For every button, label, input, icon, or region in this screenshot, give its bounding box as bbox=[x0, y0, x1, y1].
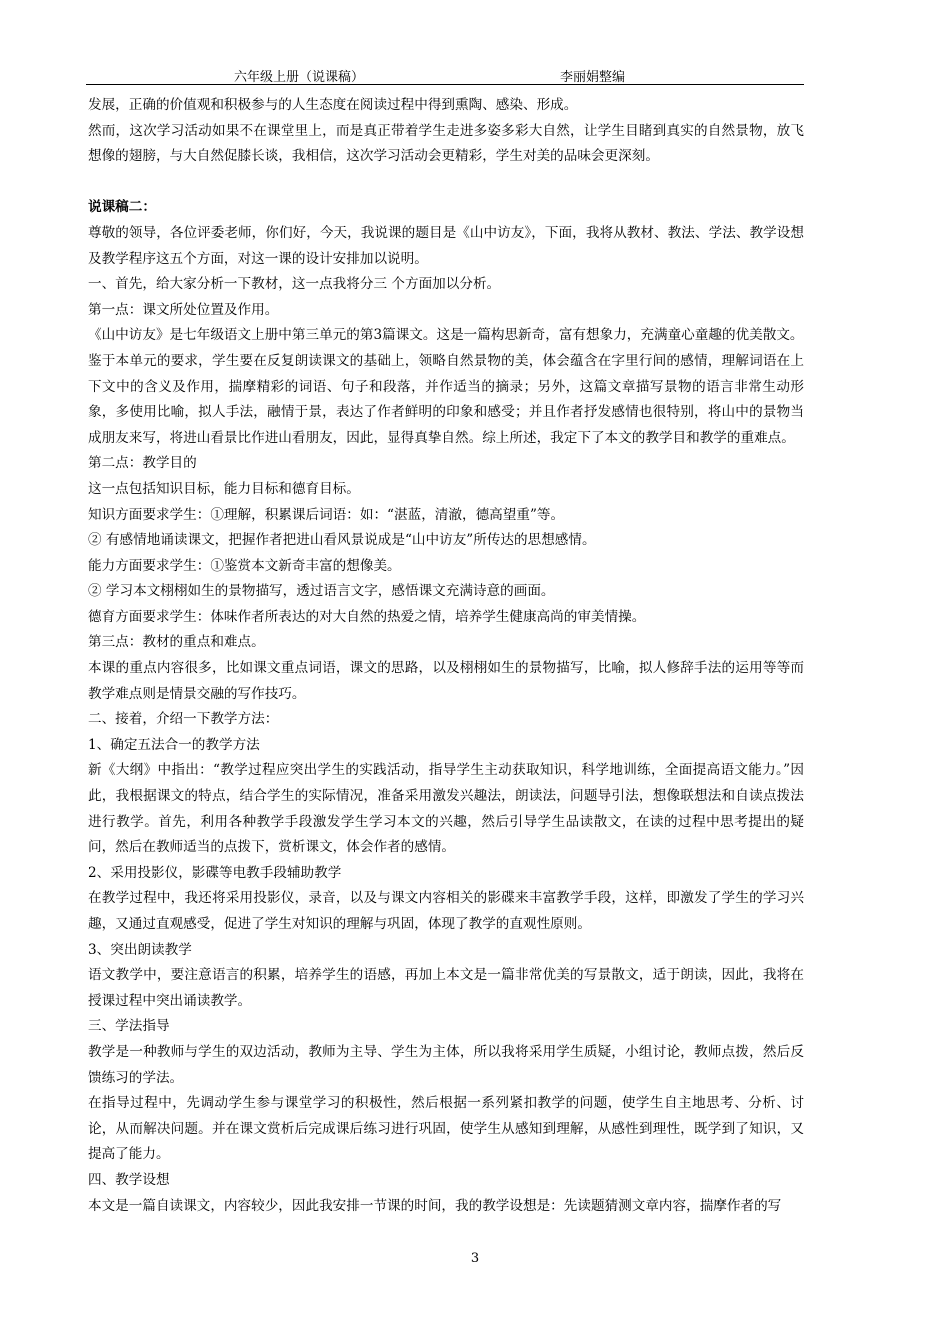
header-title: 六年级上册（说课稿） bbox=[234, 70, 365, 85]
paragraph: 二、接着，介绍一下教学方法： bbox=[88, 711, 279, 728]
paragraph: 第二点：教学目的 bbox=[88, 455, 197, 472]
paragraph: 1、确定五法合一的教学方法 bbox=[88, 736, 260, 753]
paragraph: 在指导过程中，先调动学生参与课堂学习的积极性，然后根据一系列紧扣教学的问题，使学生自主地思考、分析、讨论，从而解决问题。并在课文赏析后完成课后练习进行巩固，使学生从感知到理解，从感性到理性，既学到了知识，又提高了能力。 bbox=[88, 1095, 804, 1163]
page-header bbox=[86, 62, 804, 85]
paragraph: 四、教学设想 bbox=[88, 1171, 170, 1188]
paragraph: ② 有感情地诵读课文，把握作者把进山看风景说成是“山中访友”所传达的思想感情。 bbox=[88, 532, 596, 549]
paragraph: 三、学法指导 bbox=[88, 1018, 170, 1035]
paragraph: ② 学习本文栩栩如生的景物描写，透过语言文字，感悟课文充满诗意的画面。 bbox=[88, 583, 555, 600]
paragraph: 本文是一篇自读课文，内容较少，因此我安排一节课的时间，我的教学设想是：先读题猜测文章内容，揣摩作者的写 bbox=[88, 1197, 782, 1214]
paragraph: 3、突出朗读教学 bbox=[88, 941, 192, 958]
paragraph: 第三点：教材的重点和难点。 bbox=[88, 634, 265, 651]
document-body bbox=[88, 93, 804, 1219]
paragraph: 知识方面要求学生：①理解，积累课后词语：如：“湛蓝，清澈，德高望重”等。 bbox=[88, 506, 565, 523]
paragraph: 《山中访友》是七年级语文上册中第三单元的第3篇课文。这是一篇构思新奇，富有想象力，充满童心童趣的优美散文。 bbox=[88, 327, 804, 344]
paragraph: 能力方面要求学生：①鉴赏本文新奇丰富的想像美。 bbox=[88, 557, 401, 574]
paragraph: 一、首先，给大家分析一下教材，这一点我将分三 个方面加以分析。 bbox=[88, 276, 501, 293]
page-number: 3 bbox=[470, 1251, 480, 1266]
paragraph: 德育方面要求学生：体味作者所表达的对大自然的热爱之情，培养学生健康高尚的审美情操。 bbox=[88, 608, 646, 625]
paragraph: 本课的重点内容很多，比如课文重点词语，课文的思路，以及栩栩如生的景物描写，比喻，拟人修辞手法的运用等等而教学难点则是情景交融的写作技巧。 bbox=[88, 660, 804, 702]
paragraph: 发展，正确的价值观和积极参与的人生态度在阅读过程中得到熏陶、感染、形成。 bbox=[88, 97, 578, 113]
paragraph: 语文教学中，要注意语言的积累，培养学生的语感，再加上本文是一篇非常优美的写景散文，适于朗读，因此，我将在授课过程中突出诵读教学。 bbox=[88, 967, 804, 1009]
paragraph: 2、采用投影仪，影碟等电教手段辅助教学 bbox=[88, 864, 342, 881]
paragraph: 新《大纲》中指出：“教学过程应突出学生的实践活动，指导学生主动获取知识，科学地训练，全面提高语文能力。”因此，我根据课文的特点，结合学生的实际情况，准备采用激发兴趣法，朗读法，问题导引法，想像联想法和自读点拨法进行教学。首先，利用各种教学手段激发学生学习本文的兴趣，然后引导学生品读散文，在读的过程中思考提出的疑问，然后在教师适当的点拨下，赏析课文，体会作者的感情。 bbox=[88, 762, 804, 856]
paragraph: 第一点：课文所处位置及作用。 bbox=[88, 301, 279, 318]
paragraph: 尊敬的领导，各位评委老师，你们好，今天，我说课的题目是《山中访友》，下面，我将从教材、教法、学法、教学设想及教学程序这五个方面，对这一课的设计安排加以说明。 bbox=[88, 224, 804, 267]
paragraph: 这一点包括知识目标，能力目标和德育目标。 bbox=[88, 480, 360, 497]
paragraph: 教学是一种教师与学生的双边活动，教师为主导、学生为主体，所以我将采用学生质疑，小组讨论，教师点拨，然后反馈练习的学法。 bbox=[88, 1043, 804, 1086]
paragraph: 鉴于本单元的要求，学生要在反复朗读课文的基础上，领略自然景物的美，体会蕴含在字里行间的感情，理解词语在上下文中的含义及作用，揣摩精彩的词语、句子和段落，并作适当的摘录；另外，这篇文章描写景物的语言非常生动形象，多使用比喻，拟人手法，融情于景，表达了作者鲜明的印象和感受；并且作者抒发感情也很特别，将山中的景物当成朋友来写，将进山看景比作进山看朋友，因此，显得真挚自然。综上所述，我定下了本文的教学目和教学的重难点。 bbox=[88, 352, 804, 446]
section-title: 说课稿二： bbox=[88, 199, 156, 216]
paragraph: 然而，这次学习活动如果不在课堂里上，而是真正带着学生走进多姿多彩大自然，让学生目睹到真实的自然景物，放飞想像的翅膀，与大自然促膝长谈，我相信，这次学习活动会更精彩，学生对美的品味会更深刻。 bbox=[88, 122, 804, 165]
paragraph: 在教学过程中，我还将采用投影仪，录音，以及与课文内容相关的影碟来丰富教学手段，这样，即激发了学生的学习兴趣，又通过直观感受，促进了学生对知识的理解与巩固，体现了教学的直观性原则。 bbox=[88, 890, 804, 932]
blank-line bbox=[88, 170, 804, 196]
header-author: 李丽娟整编 bbox=[560, 70, 626, 85]
